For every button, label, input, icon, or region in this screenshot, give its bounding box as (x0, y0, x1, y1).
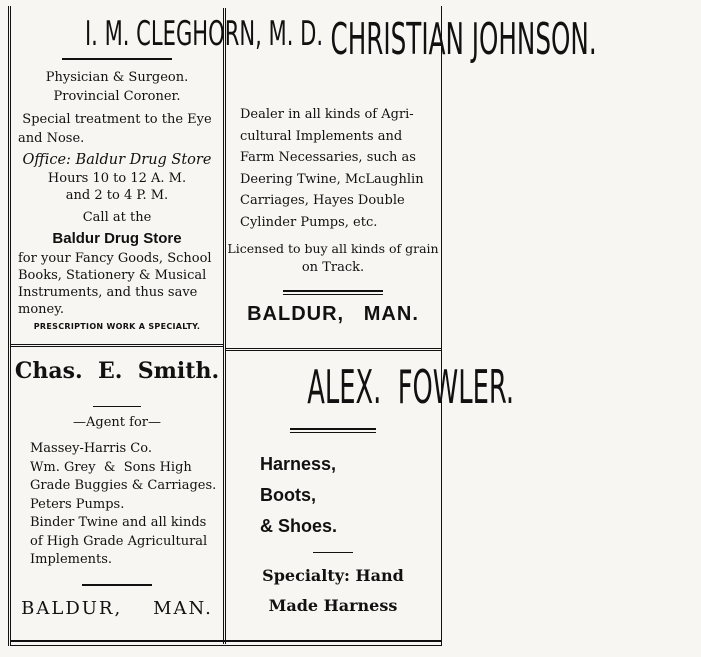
ad-cleghorn-hours-1: Hours 10 to 12 A. M. (47, 171, 187, 186)
ad-smith-title: Chas. E. Smith. (14, 358, 220, 384)
ad-cleghorn-title: I. M. CLEGHORN, M. D. (84, 14, 324, 54)
ad-smith-body-1: Massey-Harris Co. (30, 441, 152, 456)
ad-cleghorn-store: Baldur Drug Store (52, 230, 182, 247)
ad-fowler-rule-3 (313, 552, 353, 553)
ad-johnson-license-1: Licensed to buy all kinds of grain (227, 241, 439, 256)
ad-cleghorn-footer: PRESCRIPTION WORK A SPECIALTY. (33, 322, 201, 331)
ad-johnson-body-2: cultural Implements and (240, 128, 403, 144)
section-divider-left (10, 344, 223, 347)
ad-cleghorn-call: Call at the (82, 210, 152, 225)
ad-johnson-body-6: Cylinder Pumps, etc. (240, 214, 378, 230)
ad-smith-body-6: of High Grade Agricultural (30, 533, 208, 549)
ad-smith-agent: —Agent for— (73, 415, 161, 430)
ad-fowler-rule-1 (290, 428, 376, 430)
ad-smith-rule (93, 406, 141, 407)
ad-fowler (226, 360, 515, 621)
ad-smith-body-2: Wm. Grey & Sons High (30, 459, 192, 475)
ad-fowler-item-3: & Shoes. (260, 516, 338, 536)
ad-johnson-body-3: Farm Necessaries, such as (240, 150, 416, 165)
ad-johnson-body-5: Carriages, Hayes Double (240, 193, 405, 208)
ad-cleghorn-body-2: Books, Stationery & Musical (18, 268, 207, 283)
page-border-right (441, 6, 442, 646)
ad-fowler-item-1: Harness, (260, 454, 337, 474)
ad-johnson-body-1: Dealer in all kinds of Agri- (240, 107, 414, 122)
ad-fowler-title: ALEX. FOWLER. (307, 360, 515, 414)
page-border-left (8, 6, 11, 646)
ad-johnson-license-2: on Track. (301, 260, 365, 275)
ad-fowler-specialty-1: Specialty: Hand (262, 566, 404, 585)
ad-johnson-rule-1 (283, 290, 383, 292)
ad-smith-body-7: Implements. (30, 552, 113, 567)
ad-smith-body-5: Binder Twine and all kinds (30, 515, 207, 530)
ad-cleghorn-office: Office: Baldur Drug Store (22, 152, 212, 168)
ad-fowler-item-2: Boots, (260, 485, 316, 505)
ad-smith-footer: BALDUR, MAN. (21, 597, 213, 619)
ad-cleghorn-special-1: Special treatment to the Eye (22, 112, 212, 127)
page-bottom-rule-2 (10, 645, 442, 646)
ad-cleghorn-body-1: for your Fancy Goods, School (18, 251, 212, 266)
ad-smith-body-4: Peters Pumps. (30, 496, 125, 512)
ad-cleghorn-line-1: Physician & Surgeon. (45, 70, 189, 85)
section-divider-right (226, 348, 441, 351)
ad-johnson-rule-2 (283, 294, 383, 295)
ad-fowler-specialty-2: Made Harness (268, 596, 398, 615)
ad-johnson-body-4: Deering Twine, McLaughlin (240, 171, 424, 187)
ad-cleghorn-rule (62, 58, 172, 60)
ad-johnson-title: CHRISTIAN JOHNSON. (330, 14, 597, 65)
ad-cleghorn-hours-2: and 2 to 4 P. M. (65, 188, 169, 203)
ad-johnson (226, 14, 597, 326)
ad-smith-body-3: Grade Buggies & Carriages. (30, 478, 217, 493)
ad-cleghorn-line-2: Provincial Coroner. (53, 89, 181, 104)
ad-cleghorn-body-3: Instruments, and thus save (18, 285, 198, 300)
ad-smith (12, 356, 222, 619)
ad-cleghorn-body-4: money. (18, 302, 64, 317)
ad-johnson-footer: BALDUR, MAN. (247, 303, 419, 325)
ad-smith-rule-2 (82, 584, 152, 586)
page-bottom-rule (10, 640, 442, 642)
ad-cleghorn-special-2: and Nose. (18, 131, 85, 146)
